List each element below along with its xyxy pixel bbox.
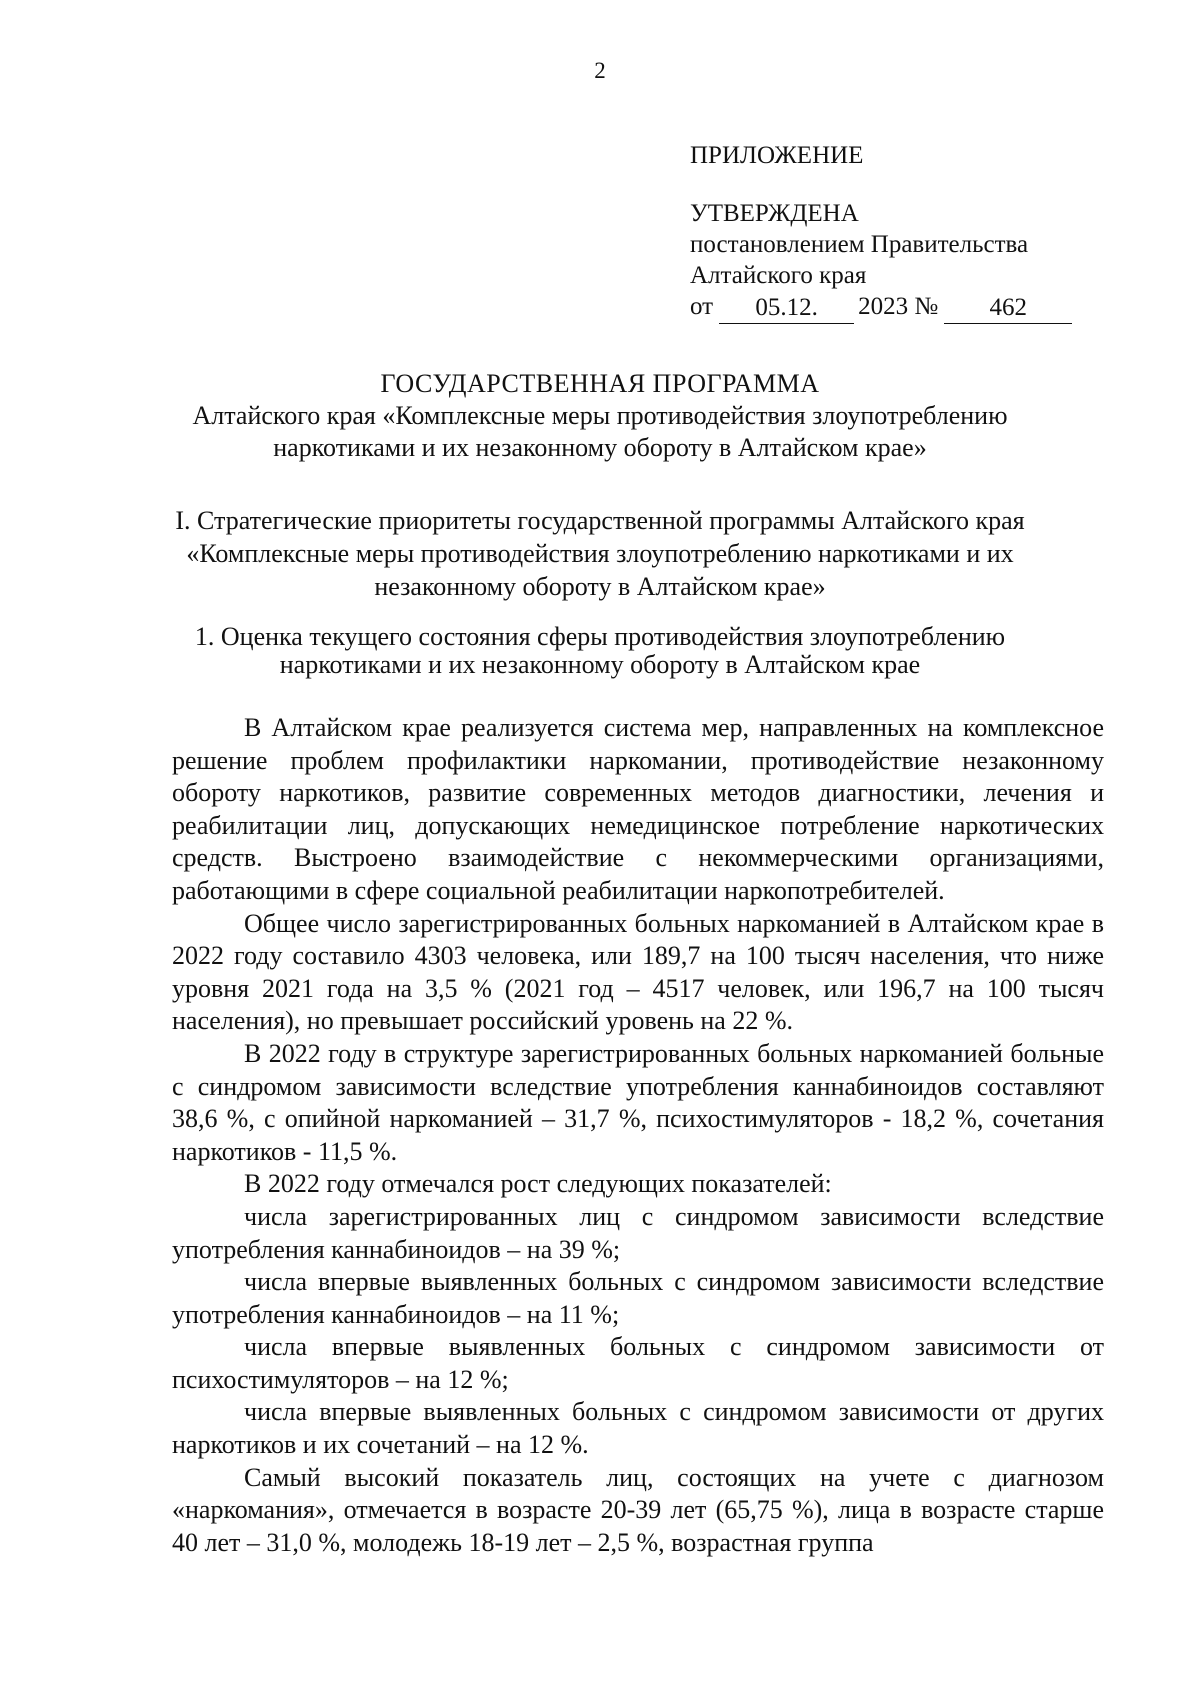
approved-by-line-1: постановлением Правительства (690, 231, 1029, 258)
program-title-line-2: наркотиками и их незаконному обороту в Алтайском крае» (273, 433, 927, 462)
paragraph: В Алтайском крае реализуется система мер, направленных на комплексное решение проблем профилактики наркомании, противодействие незаконному обороту наркотиков, развитие современных методов диагностики, лечения и реабилитации лиц, допускающих немедицинское потребление наркотических средств. Выстроено взаимодействие с некоммерческими организациями, работающими в сфере социальной реабилитации наркопотребителей. (172, 713, 1104, 905)
list-item: числа впервые выявленных больных с синдромом зависимости от психостимуляторов – на 12 %; (172, 1332, 1104, 1394)
section-title-line-2: «Комплексные меры противодействия злоупотреблению наркотиками и их (186, 539, 1014, 568)
approved-label: УТВЕРЖДЕНА (690, 200, 859, 227)
paragraph: В 2022 году в структуре зарегистрированных больных наркоманией больные с синдромом зависимости вследствие употребления каннабиноидов составляют 38,6 %, с опийной наркоманией – 31,7 %, психостимуляторов - 18,2 %, сочетания наркотиков - 11,5 %. (172, 1038, 1104, 1166)
paragraph: Общее число зарегистрированных больных наркоманией в Алтайском крае в 2022 году составило 4303 человека, или 189,7 на 100 тысяч населения, что ниже уровня 2021 года на 3,5 % (2021 год – 4517 человек, или 196,7 на 100 тысяч населения), но превышает российский уровень на 22 %. (172, 908, 1104, 1036)
approved-by-line-2: Алтайского края (690, 262, 867, 289)
program-heading: ГОСУДАРСТВЕННАЯ ПРОГРАММА (380, 369, 820, 398)
subsection-title-line-2: наркотиками и их незаконному обороту в Алтайском крае (279, 650, 921, 679)
section-title (0, 504, 1200, 603)
list-item: числа впервые выявленных больных с синдромом зависимости вследствие употребления каннабиноидов – на 11 %; (172, 1267, 1104, 1329)
page-number: 2 (594, 58, 606, 83)
subsection-title (0, 623, 1200, 679)
subsection-title-line-1: 1. Оценка текущего состояния сферы противодействия злоупотреблению (194, 622, 1006, 651)
appendix-label: ПРИЛОЖЕНИЕ (690, 142, 864, 169)
paragraph: Самый высокий показатель лиц, состоящих на учете с диагнозом «наркомания», отмечается в возрасте 20-39 лет (65,75 %), лица в возрасте старше 40 лет – 31,0 %, молодежь 18-19 лет – 2,5 %, возрастная группа (172, 1462, 1104, 1557)
program-title (0, 368, 1200, 464)
approval-year: 2023 № (858, 293, 939, 320)
list-item: числа зарегистрированных лиц с синдромом зависимости вследствие употребления каннабиноидов – на 39 %; (172, 1201, 1104, 1264)
program-title-line-1: Алтайского края «Комплексные меры противодействия злоупотреблению (192, 401, 1008, 430)
approval-date-line (690, 291, 1072, 323)
list-item: числа впервые выявленных больных с синдромом зависимости от других наркотиков и их сочетаний – на 12 %. (172, 1397, 1104, 1460)
body-text (172, 712, 1104, 1559)
section-title-line-3: незаконному обороту в Алтайском крае» (374, 572, 826, 601)
approval-stamp (690, 140, 1072, 323)
approval-number: 462 (944, 292, 1072, 324)
approval-date: 05.12. (719, 292, 854, 324)
section-title-line-1: I. Стратегические приоритеты государственной программы Алтайского края (175, 506, 1025, 535)
paragraph: В 2022 году отмечался рост следующих показателей: (244, 1169, 832, 1199)
from-label: от (690, 293, 714, 320)
